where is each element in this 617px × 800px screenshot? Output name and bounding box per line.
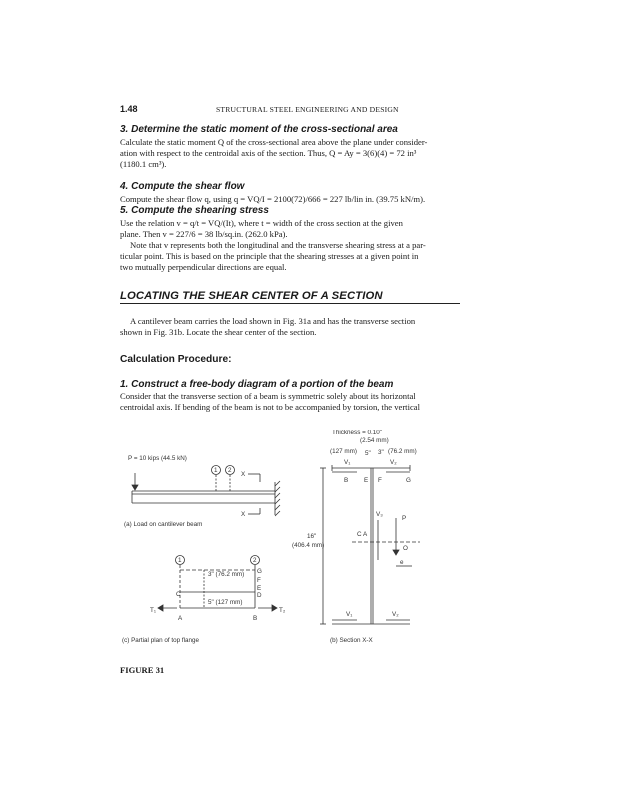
section-rule (120, 303, 460, 304)
point-o: O (403, 545, 408, 552)
step-5-heading: 5. Compute the shearing stress (120, 205, 269, 216)
plan-a: A (178, 615, 183, 622)
dim-5-mm: (127 mm) (330, 448, 357, 455)
point-g: G (406, 477, 411, 484)
t1-arrowhead (158, 605, 163, 611)
p-arrowhead (393, 550, 399, 555)
dim-5: 5" (365, 450, 371, 457)
v3-label: V₃ (376, 511, 383, 518)
t1-label: T₁ (150, 607, 156, 614)
running-header (120, 104, 460, 114)
text-line: Note that v represents both the longitudinal and the transverse shearing stress at a par- (130, 240, 426, 250)
text-line: shown in Fig. 31b. Locate the shear center of the section. (120, 327, 317, 337)
dim-3-mm: (76.2 mm) (388, 448, 417, 455)
caption-a: (a) Load on cantilever beam (124, 521, 203, 528)
plan-marker-1-label: 1 (178, 557, 182, 564)
marker-2-label: 2 (228, 467, 232, 474)
plan-d: D (257, 592, 262, 599)
support-hatch (275, 481, 280, 516)
x-label-bottom: X (241, 511, 246, 518)
running-title: STRUCTURAL STEEL ENGINEERING AND DESIGN (216, 105, 399, 114)
load-arrowhead (132, 485, 138, 490)
text-line: plane. Then v = 227/6 = 38 lb/sq.in. (262.0 kPa). (120, 229, 288, 239)
thickness-label: Thickness = 0.10" (332, 430, 383, 436)
figure-31 (120, 430, 460, 660)
caption-c: (c) Partial plan of top flange (122, 637, 200, 644)
plan-c: C (176, 591, 181, 598)
caption-b: (b) Section X-X (330, 637, 373, 644)
plan-dim-5: 5" (127 mm) (208, 599, 243, 606)
v1-label: V₁ (344, 459, 351, 466)
text-line: ation with respect to the centroidal axis of the section. Thus, Q = Ay = 3(6)(4) = 72 in³ (120, 148, 417, 158)
v2-label: V₂ (390, 459, 397, 466)
text-line: Consider that the transverse section of a beam is symmetric solely about its horizontal (120, 391, 416, 401)
point-e: E (364, 477, 369, 484)
text-line: Use the relation v = q/t = VQ/(It), where t = width of the cross section at the given (120, 218, 403, 228)
text-line: (1180.1 cm³). (120, 159, 167, 169)
text-line: ticular point. This is based on the principle that the shearing stresses at a given point in (120, 251, 419, 261)
x-label-top: X (241, 471, 246, 478)
plan-e: E (257, 585, 262, 592)
note-paragraph (120, 240, 460, 273)
t2-arrowhead (272, 605, 277, 611)
depth-mm: (406.4 mm) (292, 542, 325, 549)
plan-dim-3: 3" (76.2 mm) (208, 571, 245, 578)
text-line: centroidal axis. If bending of the beam is not to be accompanied by torsion, the vertical (120, 402, 420, 412)
plan-g: G (257, 568, 262, 575)
calc-heading: Calculation Procedure: (120, 354, 232, 365)
thickness-mm: (2.54 mm) (360, 437, 389, 444)
step-5-text (120, 218, 460, 273)
depth-label: 16" (307, 533, 317, 540)
text-line: Compute the shear flow q, using q = VQ/I = 2100(72)/666 = 227 lb/lin in. (39.75 kN/m). (120, 194, 426, 204)
point-f: F (378, 477, 382, 484)
step-3-text (120, 137, 460, 170)
plan-f: F (257, 577, 261, 584)
text-line: two mutually perpendicular directions are equal. (120, 262, 287, 272)
intro-paragraph (120, 316, 460, 338)
ca-label: C A (357, 531, 368, 538)
load-label: P = 10 kips (44.5 kN) (128, 455, 187, 462)
t2-label: T₂ (279, 607, 286, 614)
step-4-text (120, 194, 460, 205)
step-4-heading: 4. Compute the shear flow (120, 181, 245, 192)
p-label: P (402, 515, 407, 522)
plan-b: B (253, 615, 258, 622)
v2-bottom-label: V₂ (392, 611, 399, 618)
page-number: 1.48 (120, 104, 138, 114)
marker-1-label: 1 (214, 467, 218, 474)
text-line: A cantilever beam carries the load shown in Fig. 31a and has the transverse section (130, 316, 416, 326)
point-b: B (344, 477, 349, 484)
eccentricity-label: e (400, 559, 404, 566)
step-3-heading: 3. Determine the static moment of the cross-sectional area (120, 124, 398, 135)
section-title: LOCATING THE SHEAR CENTER OF A SECTION (120, 290, 383, 302)
dim-3: 3" (378, 449, 384, 456)
plan-marker-2-label: 2 (253, 557, 257, 564)
text-line: Calculate the static moment Q of the cross-sectional area above the plane under consider- (120, 137, 428, 147)
v1-bottom-label: V₁ (346, 611, 353, 618)
step-1-text (120, 391, 460, 413)
step-1-heading: 1. Construct a free-body diagram of a portion of the beam (120, 379, 394, 390)
figure-caption: FIGURE 31 (120, 665, 165, 675)
